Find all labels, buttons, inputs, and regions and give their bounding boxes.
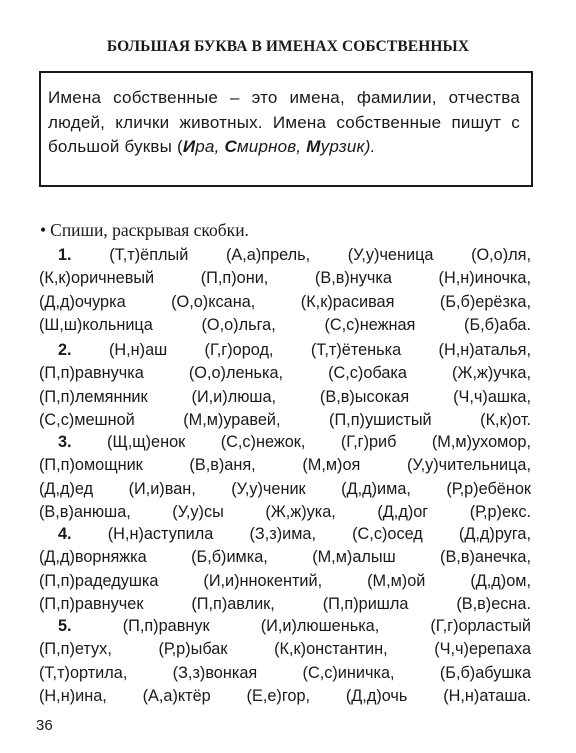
rule-text-end: ).: [364, 137, 376, 156]
exercise-line: (Т,т)ортила, (З,з)вонкая (С,с)иничка, (Б,б)абушка: [39, 663, 531, 682]
exercise-5: [39, 615, 531, 708]
exercise-line: (Д,д)ед (И,и)ван, (У,у)ченик (Д,д)има, (Р,р)ебёнок: [39, 479, 531, 498]
exercise-3: [39, 431, 531, 524]
exercise-line: (К,к)оричневый (П,п)они, (В,в)нучка (Н,н)иночка,: [39, 269, 531, 288]
exercise-number: 4.: [58, 525, 72, 543]
rule-text: [48, 86, 520, 160]
rule-text-main: Имена собственные – это имена, фамилии, отчества людей, клички животных. Имена собственные пишут с большой буквы (: [48, 88, 520, 156]
exercise-number: 5.: [58, 617, 72, 635]
exercise-line: (П,п)омощник (В,в)аня, (М,м)оя (У,у)чительница,: [39, 456, 531, 475]
task-text: Спиши, раскрывая скобки.: [50, 220, 249, 240]
exercise-line: (В,в)анюша, (У,у)сы (Ж,ж)ука, (Д,д)ог (Р,р)екс.: [39, 502, 531, 521]
exercise-line: (С,с)мешной (М,м)уравей, (П,п)ушистый (К,к)от.: [39, 410, 531, 429]
exercise-line: (П,п)равнучек (П,п)авлик, (П,п)ришла (В,в)есна.: [39, 594, 531, 613]
page-number: 36: [36, 717, 53, 734]
exercise-line: 1. (Т,т)ёплый (А,а)прель, (У,у)ченица (О,о)ля,: [58, 246, 531, 264]
exercise-number: 2.: [58, 341, 72, 359]
exercise-line: (Д,д)ворняжка (Б,б)имка, (М,м)алыш (В,в)анечка,: [39, 548, 531, 567]
task-instruction: [40, 220, 249, 241]
exercise-line: (П,п)етух, (Р,р)ыбак (К,к)онстантин, (Ч,ч)ерепаха: [39, 640, 531, 659]
rule-example-2: Смирнов,: [224, 137, 302, 156]
exercise-line: (П,п)равнучка (О,о)ленька, (С,с)обака (Ж,ж)учка,: [39, 364, 531, 383]
exercise-number: 3.: [58, 433, 72, 451]
exercise-line: 4. (Н,н)аступила (З,з)има, (С,с)осед (Д,д)руга,: [58, 525, 531, 543]
exercise-line: 5. (П,п)равнук (И,и)люшенька, (Г,г)орластый: [58, 617, 532, 635]
exercise-line: (П,п)лемянник (И,и)люша, (В,в)ысокая (Ч,ч)ашка,: [39, 387, 531, 406]
exercise-4: [39, 523, 531, 616]
exercise-2: [39, 339, 531, 432]
rule-example-1: Ира,: [182, 137, 220, 156]
exercise-line: (Д,д)очурка (О,о)ксана, (К,к)расивая (Б,б)ерёзка,: [39, 292, 531, 311]
rule-example-3: Мурзик: [306, 137, 365, 156]
page-title: БОЛЬШАЯ БУКВА В ИМЕНАХ СОБСТВЕННЫХ: [106, 38, 470, 55]
exercise-line: 2. (Н,н)аш (Г,г)ород, (Т,т)ётенька (Н,н)аталья,: [58, 341, 532, 359]
exercise-number: 1.: [58, 246, 72, 264]
exercise-line: (П,п)радедушка (И,и)ннокентий, (М,м)ой (Д,д)ом,: [39, 571, 531, 590]
exercise-line: (Ш,ш)кольница (О,о)льга, (С,с)нежная (Б,б)аба.: [39, 315, 531, 334]
bullet-icon: •: [40, 220, 47, 240]
exercise-line: (Н,н)ина, (А,а)ктёр (Е,е)гор, (Д,д)очь (Н,н)аташа.: [39, 686, 531, 705]
exercise-1: [39, 244, 531, 337]
exercise-line: 3. (Щ,щ)енок (С,с)нежок, (Г,г)риб (М,м)ухомор,: [58, 433, 531, 451]
